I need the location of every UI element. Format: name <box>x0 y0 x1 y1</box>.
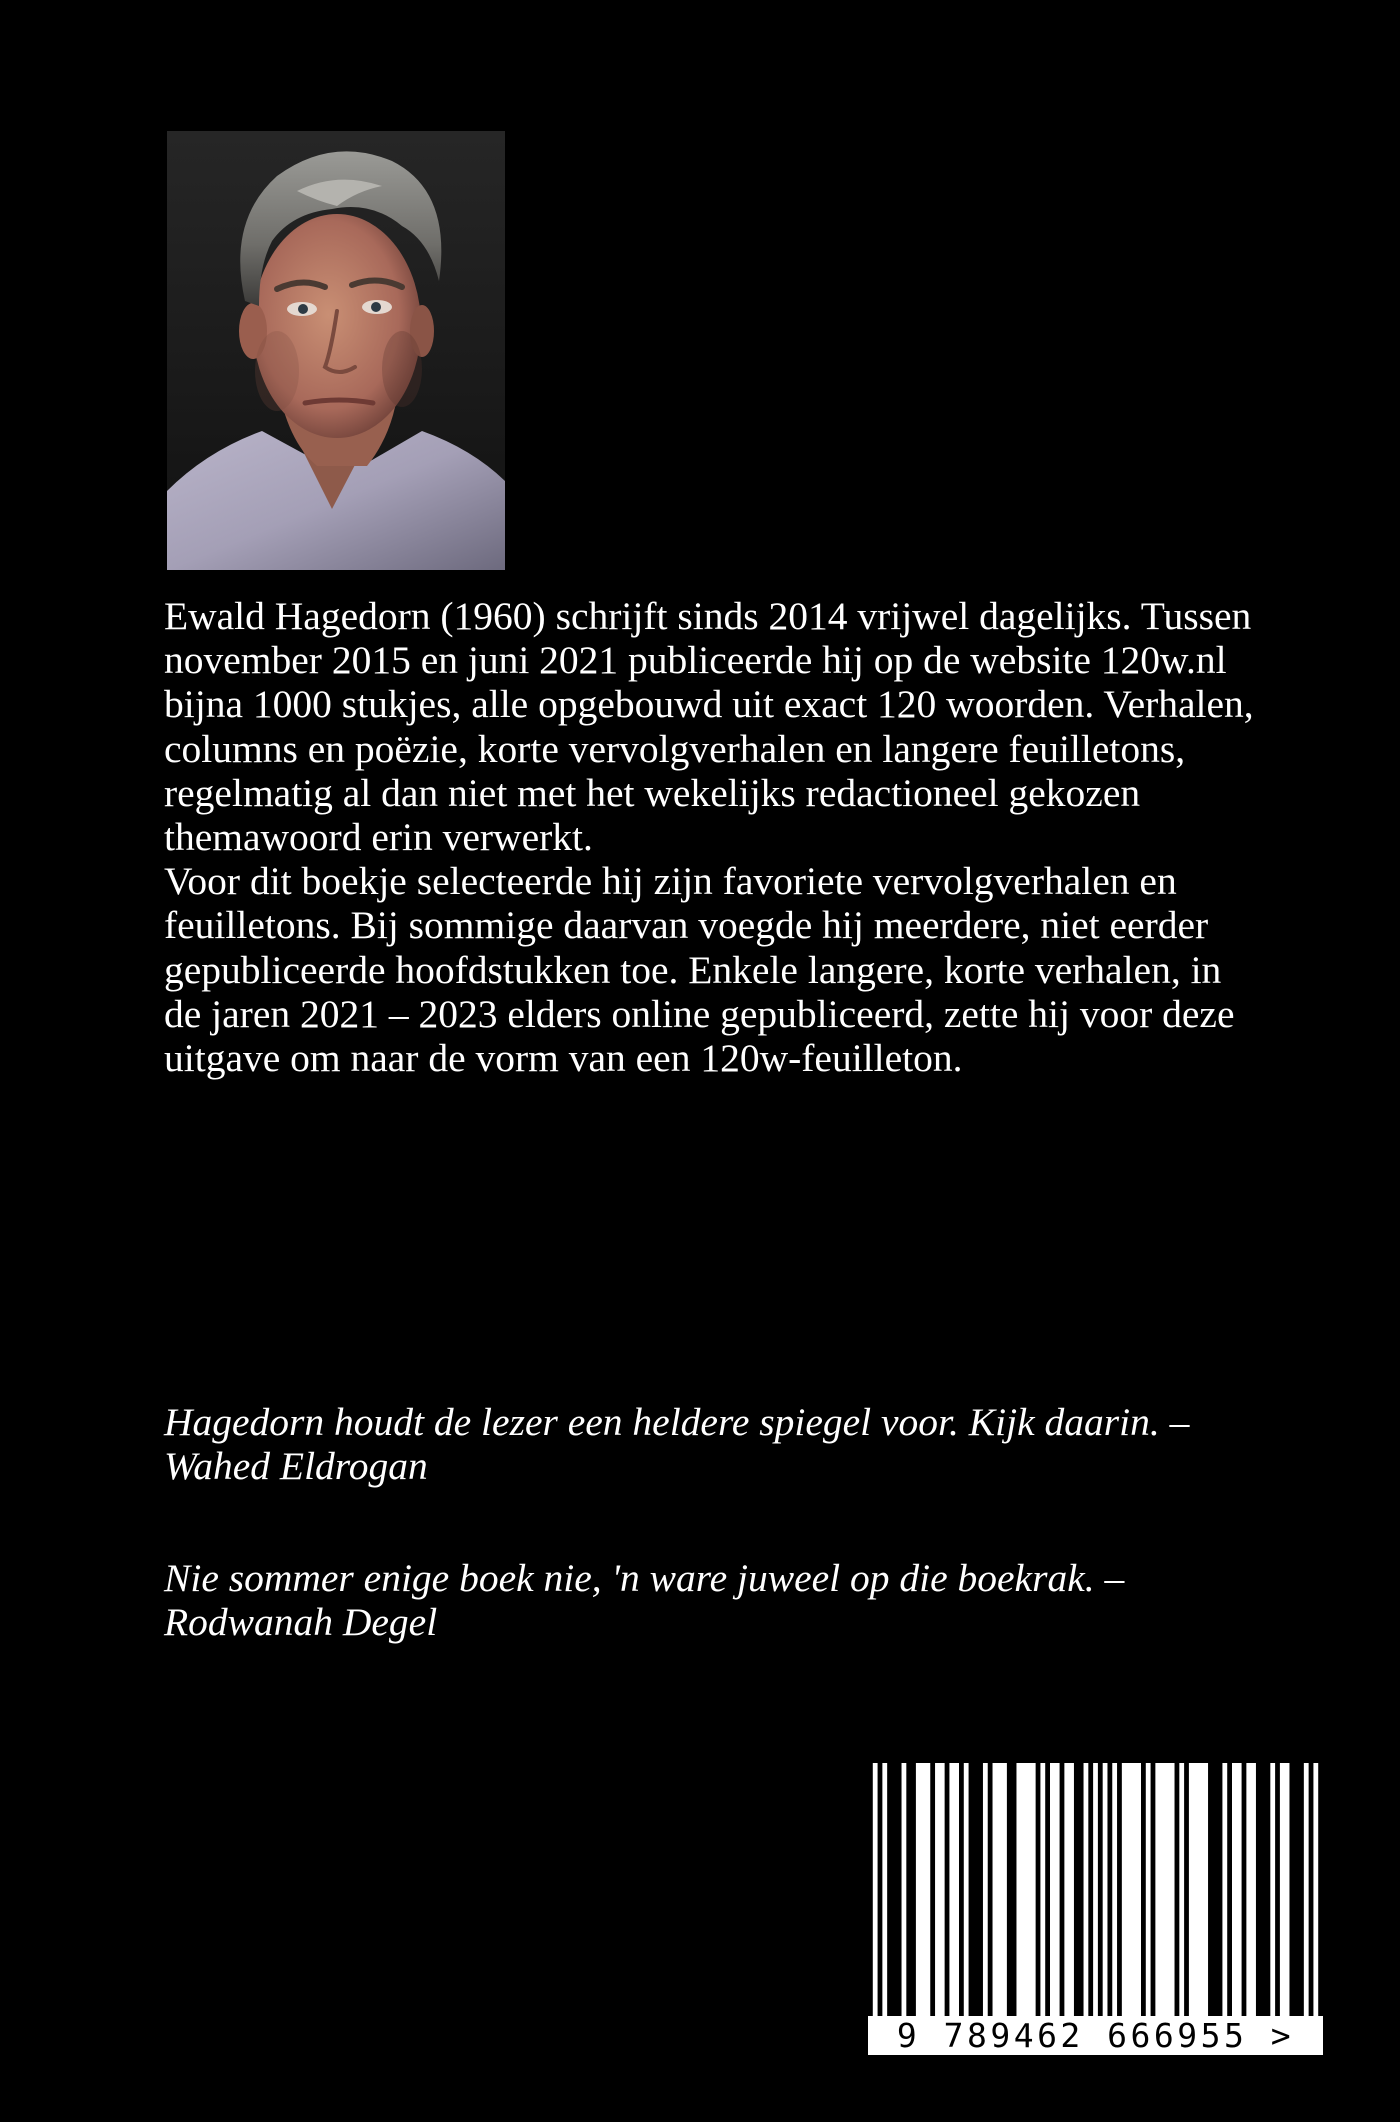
barcode-bar <box>1242 1763 1247 2016</box>
barcode-bar <box>1036 1763 1041 2016</box>
barcode-bar <box>1227 1763 1232 2016</box>
author-bio <box>164 594 1254 1080</box>
barcode-bar <box>1309 1763 1314 2016</box>
isbn-barcode <box>868 1763 1323 2055</box>
barcode-bar <box>1141 1763 1146 2016</box>
barcode-bar <box>959 1763 964 2016</box>
barcode-bar <box>930 1763 935 2016</box>
barcode-bar <box>969 1763 983 2016</box>
barcode-bar <box>988 1763 993 2016</box>
barcode-bar <box>1175 1763 1180 2016</box>
review-quote-text: Nie sommer enige boek nie, 'n ware juweel op die boekrak. – Rodwanah Degel <box>164 1556 1125 1645</box>
bio-paragraph-1: Ewald Hagedorn (1960) schrijft sinds 2014 vrijwel dagelijks. Tussen november 2015 en juni 2021 publiceerde hij op de website 120w.nl bijna 1000 stukjes, alle opgebouwd uit exact 120 woorden. Verhalen, columns en poëzie, korte vervolgverhalen en langere feuilletons, regelmatig al dan niet met het wekelijks redactioneel gekozen themawoord erin verwerkt. <box>164 594 1254 860</box>
barcode-bar <box>878 1763 883 2016</box>
bio-paragraph-2: Voor dit boekje selecteerde hij zijn favoriete vervolgverhalen en feuilletons. Bij sommige daarvan voegde hij meerdere, niet eerder gepubliceerde hoofdstukken toe. Enkele langere, korte verhalen, in de jaren 2021 – 2023 elders online gepubliceerd, zette hij voor deze uitgave om naar de vorm van een 120w-feuilleton. <box>164 859 1235 1081</box>
barcode-bar <box>1007 1763 1017 2016</box>
barcode-bar <box>1088 1763 1093 2016</box>
barcode-bar <box>1117 1763 1122 2016</box>
barcode-bar <box>1107 1763 1112 2016</box>
review-quote-1 <box>164 1400 1264 1488</box>
barcode-bar <box>1275 1763 1280 2016</box>
barcode-bar <box>1060 1763 1065 2016</box>
barcode-bar <box>868 1763 873 2016</box>
barcode-bar <box>887 1763 901 2016</box>
isbn-number: 9 789462 666955 > <box>868 2016 1323 2055</box>
barcode-bar <box>1256 1763 1270 2016</box>
barcode-bar <box>1184 1763 1189 2016</box>
barcode-bar <box>1151 1763 1156 2016</box>
barcode-bar <box>1074 1763 1084 2016</box>
review-quote-text: Hagedorn houdt de lezer een heldere spiegel voor. Kijk daarin. – Wahed Eldrogan <box>164 1400 1190 1489</box>
barcode-bar <box>906 1763 916 2016</box>
barcode-bars <box>868 1763 1323 2016</box>
barcode-bar <box>945 1763 950 2016</box>
review-quote-2 <box>164 1556 1264 1644</box>
barcode-bar <box>1098 1763 1103 2016</box>
barcode-bar <box>1045 1763 1050 2016</box>
barcode-bar <box>1208 1763 1222 2016</box>
author-photo <box>167 131 505 570</box>
barcode-bar <box>1289 1763 1303 2016</box>
barcode-bar <box>1318 1763 1323 2016</box>
